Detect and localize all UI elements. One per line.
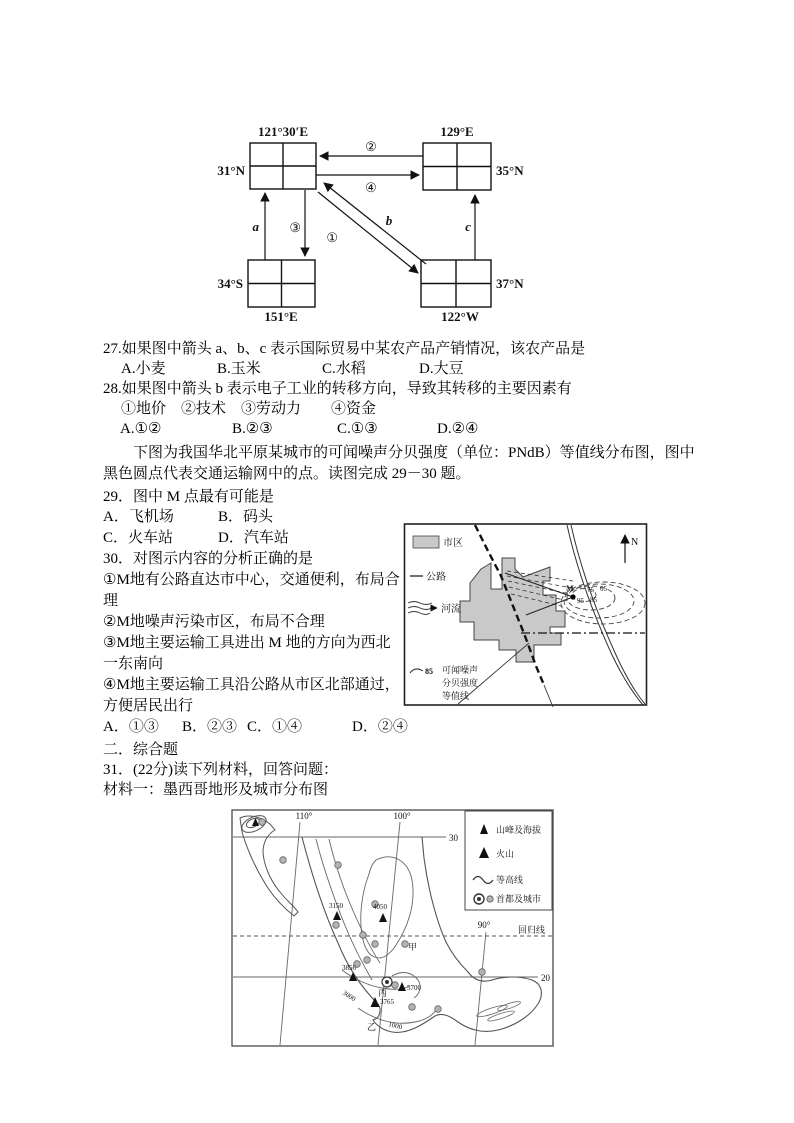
q30-option-c: C．①④ (247, 719, 303, 735)
page-content (103, 118, 695, 1048)
legend-peak-label: 山峰及海拔 (496, 825, 542, 835)
lat-label-30: 30 (449, 833, 458, 843)
legend-contour-value: 85 (425, 667, 433, 676)
peak-label-5700: 5700 (407, 984, 421, 992)
point-m-label: M (566, 584, 574, 593)
north-label: N (631, 537, 639, 548)
legend-contour-line2: 分贝强度 (442, 678, 479, 688)
q29-option-a: A．飞机场 (103, 509, 174, 525)
marker-yi: 乙 (367, 1022, 377, 1032)
contour-label-3000: 3000 (340, 988, 358, 1004)
legend-contour-line3: 等值线 (442, 691, 470, 701)
coord-label-br-lon: 122°W (441, 309, 479, 324)
legend-urban-swatch (413, 536, 439, 548)
flow-arrows (265, 156, 475, 273)
arrow-label-b: b (385, 213, 393, 228)
q27-option-b: B.玉米 (217, 361, 261, 377)
arrow-label-c: c (465, 219, 471, 234)
contour-value-65: 65 (600, 585, 607, 593)
q29-options-row2 (103, 528, 403, 549)
peak-label-3765: 3765 (380, 998, 394, 1006)
arrow-label-2: ② (365, 139, 377, 154)
arrow-label-a: a (252, 219, 259, 234)
peak-label-4050: 4050 (373, 903, 387, 911)
q30-item-1: ①M地有公路直达市中心，交通便利，布局合理 (103, 572, 400, 609)
q27-options (121, 359, 695, 379)
q27-option-d: D.大豆 (419, 361, 464, 377)
legend-capital-label: 首都及城市 (496, 894, 542, 904)
tropic-label: 回归线 (518, 925, 546, 935)
peak-label-3150: 3150 (329, 902, 343, 910)
q29-options-row1 (103, 507, 403, 528)
q29-stem: 29．图中 M 点最有可能是 (103, 489, 274, 505)
q29-option-d: D．汽车站 (218, 530, 289, 546)
lon-label-100: 100° (393, 811, 411, 821)
q27-option-a: A.小麦 (121, 361, 166, 377)
q27-stem: 27.如果图中箭头 a、b、c 表示国际贸易中某农产品产销情况，该农产品是 (103, 341, 586, 357)
q30-item-4: ④M地主要运输工具沿公路从市区北部通过，方便居民出行 (103, 677, 400, 714)
q30-item-2: ②M地噪声污染市区，布局不合理 (103, 614, 325, 630)
legend-contour-label: 等高线 (496, 875, 524, 885)
q28-items: ①地价 ②技术 ③劳动力 ④资金 (121, 401, 377, 417)
contour-value-95: 95 (577, 597, 584, 605)
q28-option-a: A.①② (120, 421, 162, 437)
contour-label-1000: 1000 (387, 1020, 404, 1032)
arrow-label-1: ① (326, 230, 338, 245)
coord-label-bl-lon: 151°E (264, 309, 298, 324)
lon-label-110: 110° (295, 811, 313, 821)
lat-label-20: 20 (541, 973, 550, 983)
q29-q30-block (103, 507, 695, 717)
q28-option-b: B.②③ (232, 421, 273, 437)
q28-stem: 28.如果图中箭头 b 表示电子工业的转移方向，导致其转移的主要因素有 (103, 381, 572, 397)
coordinate-boxes-diagram (183, 118, 543, 333)
arrow-label-3: ③ (289, 220, 301, 235)
q29-q30-left-column (103, 507, 403, 717)
q28-option-c: C.①③ (337, 421, 378, 437)
noise-passage: 下图为我国华北平原某城市的可闻噪声分贝强度（单位：PNdB）等值线分布图，图中黑色圆点代表交通运输网中的点。读图完成 29－30 题。 (103, 445, 695, 482)
coord-label-tr-lon: 129°E (440, 124, 474, 139)
contour-value-75: 75 (587, 586, 594, 594)
q29-option-b: B．码头 (218, 509, 274, 525)
q29-option-c: C．火车站 (103, 530, 174, 546)
coord-label-tr-lat: 35°N (496, 163, 524, 178)
q31-stem: 31．(22分)读下列材料，回答问题： (103, 762, 338, 778)
contour-value-85: 85 (590, 596, 597, 604)
legend-river-label: 河流 (441, 604, 461, 615)
noise-contour-map (403, 521, 653, 711)
q30-option-b: B．②③ (182, 719, 238, 735)
q28-options (120, 419, 695, 439)
mexico-legend (465, 811, 552, 910)
q30-item-3: ③M地主要运输工具进出 M 地的方向为西北一东南向 (103, 635, 391, 672)
peak-label-3856: 3856 (342, 964, 356, 972)
arrow-label-4: ④ (365, 180, 377, 195)
q30-option-a: A．①③ (103, 719, 159, 735)
grid-boxes (248, 143, 491, 307)
marker-bing: 丙 (378, 988, 388, 998)
coord-label-tl-lon: 121°30′E (257, 124, 309, 139)
q30-stem: 30．对图示内容的分析正确的是 (103, 551, 314, 567)
lon-label-90: 90° (477, 920, 491, 930)
legend-contour-line1: 可闻噪声 (442, 665, 479, 675)
capital-marker (382, 977, 392, 987)
q27-option-c: C.水稻 (322, 361, 366, 377)
mexico-terrain-city-map (230, 808, 555, 1048)
q30-option-d: D．②④ (352, 719, 408, 735)
legend-volcano-label: 火山 (496, 849, 515, 859)
q30-options (103, 717, 695, 737)
coord-label-br-lat: 37°N (496, 276, 524, 291)
legend-road-label: 公路 (426, 572, 446, 583)
coord-label-tl-lat: 31°N (217, 163, 245, 178)
section2-title: 二．综合题 (103, 742, 179, 758)
q28-option-d: D.②④ (437, 421, 479, 437)
coord-label-bl-lat: 34°S (217, 276, 243, 291)
legend-urban-label: 市区 (443, 538, 463, 549)
point-m-dot (570, 594, 575, 599)
marker-jia: 甲 (408, 942, 418, 952)
material1-title: 材料一：墨西哥地形及城市分布图 (103, 782, 329, 798)
